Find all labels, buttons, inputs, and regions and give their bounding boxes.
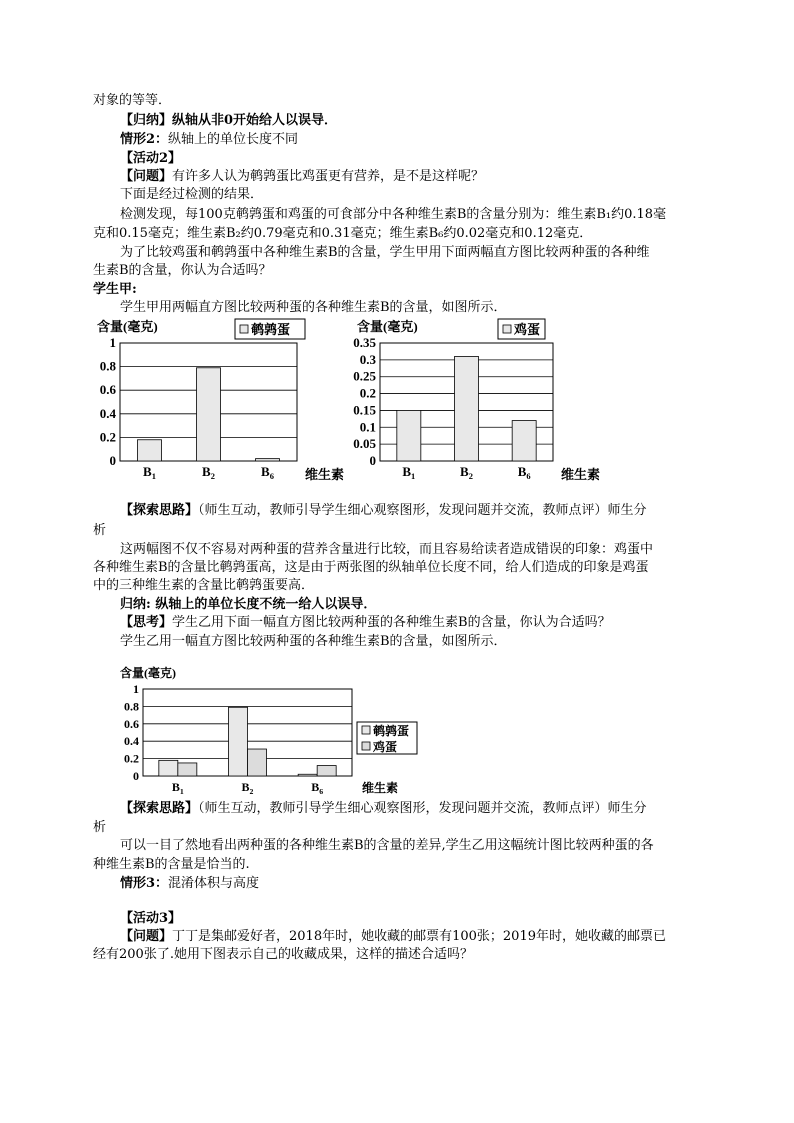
text-line: 为了比较鸡蛋和鹌鹑蛋中各种维生素B的含量，学生甲用下面两幅直方图比较两种蛋的各种维	[120, 245, 650, 260]
think-line	[120, 614, 611, 632]
text-line: 学生乙用一幅直方图比较两种蛋的各种维生素B的含量，如图所示．	[120, 634, 507, 649]
label-tag: 【归纳】	[120, 113, 173, 128]
label-tag: 【探索思路】	[120, 801, 199, 816]
y-tick-label: 0.6	[124, 716, 139, 731]
text-line: 检测发现，每100克鹌鹑蛋和鸡蛋的可食部分中各种维生素B的含量分别为：维生素B₁约0.18毫	[120, 207, 667, 222]
y-tick-label: 0.35	[353, 335, 376, 350]
explore-line	[120, 800, 647, 818]
text-line: 生素B的含量，你认为合适吗？	[93, 263, 272, 278]
bar	[256, 459, 280, 461]
legend-label: 鸡蛋	[373, 740, 398, 754]
x-axis-label: 维生素	[362, 781, 399, 795]
text-line: 析	[93, 523, 107, 538]
y-tick-label: 0	[369, 453, 376, 468]
legend-swatch	[362, 726, 370, 734]
y-tick-label: 0.15	[353, 402, 376, 418]
label-text: 有许多人认为鹌鹑蛋比鸡蛋更有营养，是不是这样呢？	[172, 169, 485, 184]
y-tick-label: 0.2	[99, 429, 116, 445]
y-tick-label: 0	[133, 769, 139, 783]
label-text: 纵轴上的单位长度不同	[168, 132, 299, 147]
x-tick-label: $B_6$	[261, 464, 274, 481]
y-tick-label: 0.2	[124, 751, 139, 766]
explore-line	[120, 502, 647, 520]
y-axis-label: 含量(毫克)	[357, 319, 418, 334]
y-tick-label: 0.05	[353, 436, 376, 452]
label-tag: 【问题】	[120, 169, 173, 184]
label-tag: 【探索思路】	[120, 503, 199, 518]
y-tick-label: 0.8	[124, 699, 139, 714]
bar	[455, 356, 479, 461]
x-axis-label: 维生素	[305, 467, 345, 482]
legend-swatch	[362, 742, 370, 750]
legend-swatch	[503, 325, 511, 333]
chart-chicken-egg	[338, 315, 601, 487]
y-tick-label: 1	[109, 335, 116, 350]
y-tick-label: 0.1	[359, 419, 376, 435]
y-tick-label: 1	[133, 682, 139, 696]
x-tick-label: $B_2$	[241, 780, 254, 796]
y-tick-label: 0.4	[124, 734, 139, 749]
activity-heading: 【活动3】	[120, 911, 182, 926]
label-text: 丁丁是集邮爱好者，2018年时，她收藏的邮票有100张；2019年时，她收藏的邮票已	[172, 929, 666, 944]
case-heading	[120, 131, 298, 149]
label-tag: 情形2：	[120, 132, 169, 147]
label-text: （师生互动，教师引导学生细心观察图形，发现问题并交流，教师点评）师生分	[198, 801, 647, 816]
y-axis-label: 含量(毫克)	[120, 666, 176, 680]
label-tag: 【问题】	[120, 929, 173, 944]
x-tick-label: $B_1$	[402, 464, 416, 481]
label-text: （师生互动，教师引导学生细心观察图形，发现问题并交流，教师点评）师生分	[198, 503, 647, 518]
x-tick-label: $B_6$	[517, 464, 531, 481]
activity-heading: 【活动2】	[120, 151, 182, 166]
bar	[159, 760, 178, 776]
text-line: 下面是经过检测的结果．	[120, 187, 264, 202]
x-tick-label: $B_2$	[460, 464, 473, 481]
y-tick-label: 0.6	[99, 382, 116, 398]
legend-swatch	[240, 325, 248, 333]
question-line	[120, 168, 484, 186]
y-axis-label: 含量(毫克)	[97, 319, 158, 334]
case-heading	[120, 875, 259, 893]
summary-line	[120, 112, 337, 130]
question-line	[120, 928, 666, 946]
section-label: 学生甲:	[93, 282, 137, 297]
text-line: 这两幅图不仅不容易对两种蛋的营养含量进行比较，而且容易给读者造成错误的印象：鸡蛋中	[120, 542, 654, 557]
label-text: 混淆体积与高度	[168, 876, 260, 891]
bar	[138, 440, 162, 461]
bar	[298, 774, 317, 776]
bar	[178, 763, 197, 776]
x-tick-label: $B_2$	[202, 464, 215, 481]
label-tag: 情形3：	[120, 876, 169, 891]
text-line: 各种维生素B的含量比鹌鹑蛋高，这是由于两张图的纵轴单位长度不同，给人们造成的印象是鸡蛋	[93, 560, 649, 575]
x-tick-label: $B_6$	[311, 780, 324, 796]
text-line: 克和0.15毫克；维生素B₂约0.79毫克和0.31毫克；维生素B₆约0.02毫克和0.12毫克．	[93, 226, 593, 241]
label-text: 纵轴从非0开始给人以误导．	[172, 113, 338, 128]
text-line: 可以一目了然地看出两种蛋的各种维生素B的含量的差异,学生乙用这幅统计图比较两种蛋的各	[120, 838, 654, 853]
x-axis-label: 维生素	[561, 467, 601, 482]
bar	[397, 410, 421, 461]
y-tick-label: 0.8	[99, 358, 116, 374]
summary-line: 归纳: 纵轴上的单位长度不统一给人以误导．	[120, 597, 377, 612]
chart-quail-egg	[85, 315, 345, 487]
y-tick-label: 0.2	[359, 385, 376, 401]
y-tick-label: 0.4	[99, 405, 116, 421]
text-line: 中的三种维生素的含量比鹌鹑蛋要高．	[93, 578, 315, 593]
text-line: 析	[93, 820, 107, 835]
bar	[248, 749, 267, 776]
y-tick-label: 0.25	[353, 368, 376, 384]
text-line: 对象的等等．	[93, 93, 172, 108]
label-tag: 【思考】	[120, 615, 173, 630]
legend-label: 鹌鹑蛋	[373, 724, 410, 738]
y-tick-label: 0.3	[359, 351, 376, 367]
legend-label: 鹌鹑蛋	[251, 322, 291, 337]
x-tick-label: $B_1$	[143, 464, 156, 481]
bar	[229, 707, 248, 776]
chart-combined	[105, 665, 435, 795]
text-line: 学生甲用两幅直方图比较两种蛋的各种维生素B的含量，如图所示．	[120, 300, 507, 315]
label-text: 学生乙用下面一幅直方图比较两种蛋的各种维生素B的含量，你认为合适吗？	[172, 615, 611, 630]
text-line: 经有200张了.她用下图表示自己的收藏成果，这样的描述合适吗？	[93, 947, 473, 962]
y-tick-label: 0	[109, 453, 116, 468]
legend-label: 鸡蛋	[514, 322, 541, 337]
text-line: 种维生素B的含量是恰当的.	[93, 857, 250, 872]
x-tick-label: $B_1$	[171, 780, 184, 796]
bar	[197, 368, 221, 461]
bar	[512, 421, 536, 461]
bar	[317, 766, 336, 776]
